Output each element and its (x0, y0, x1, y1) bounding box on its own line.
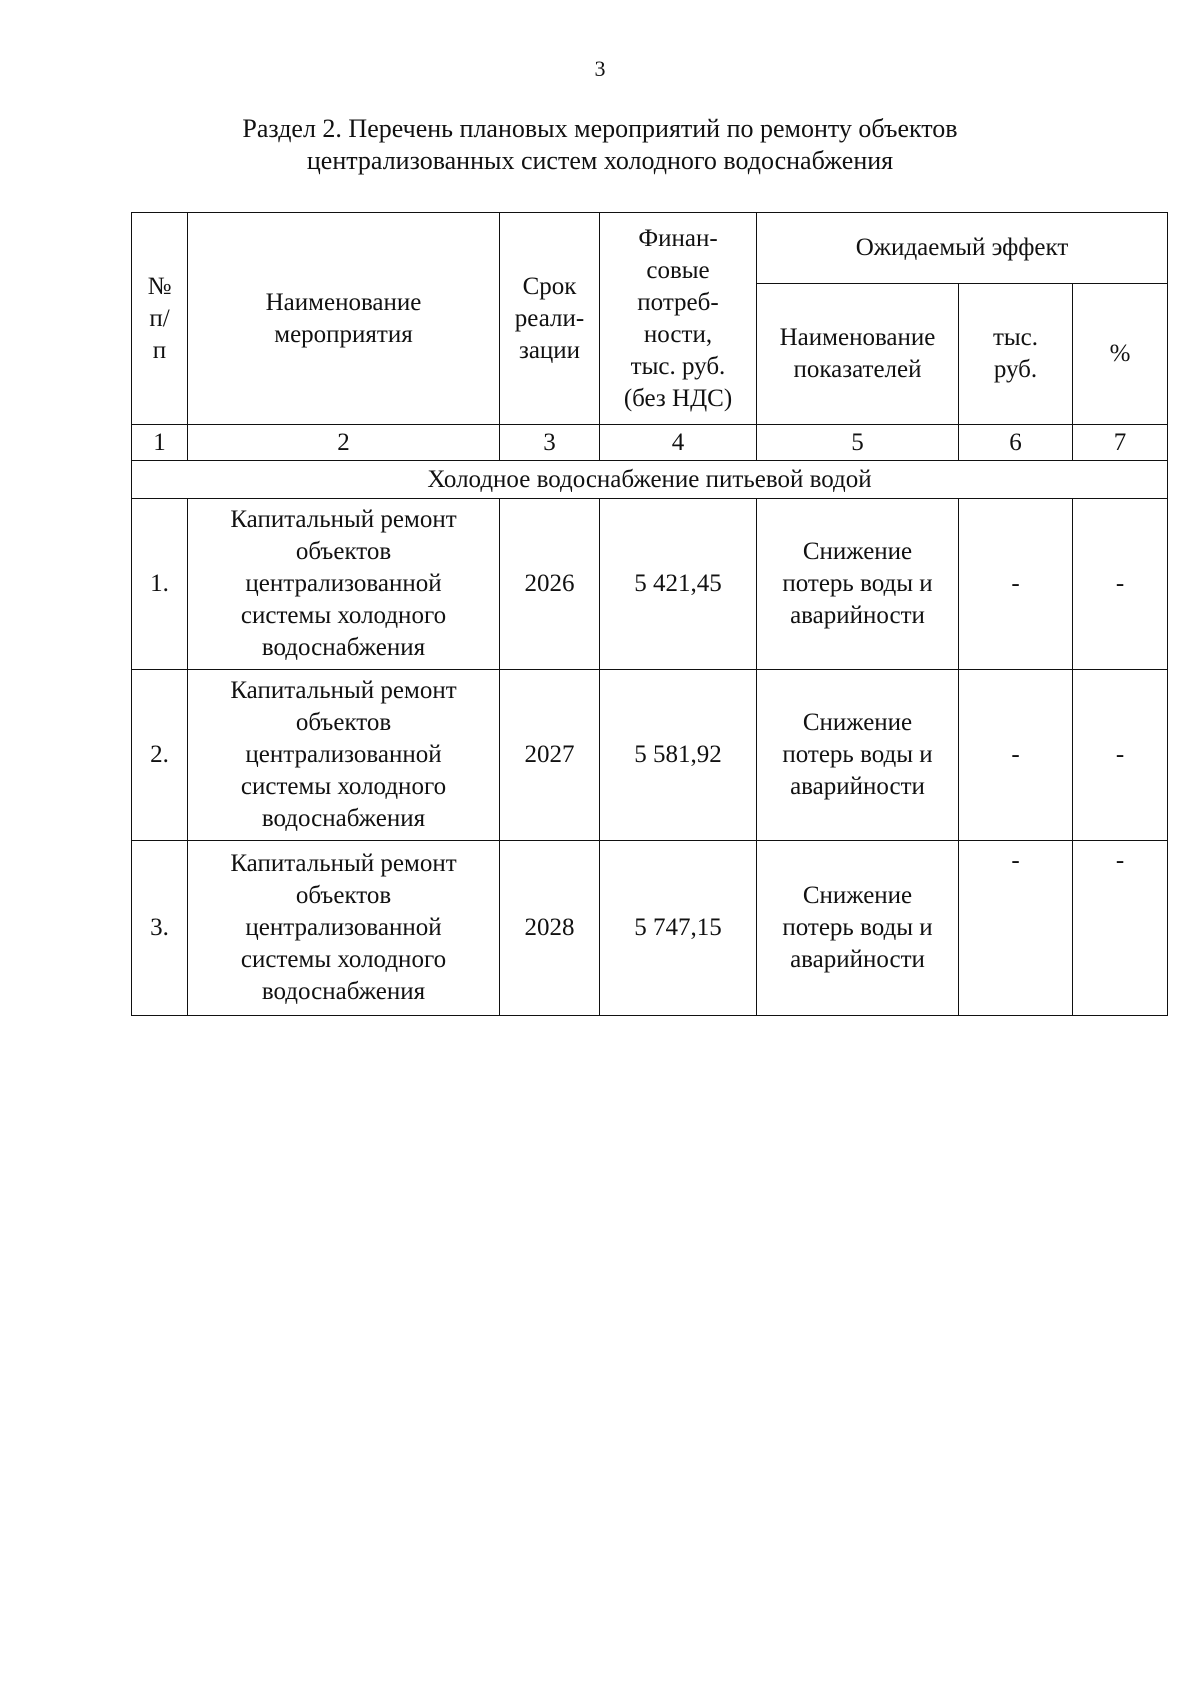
row-indicator: Снижение потерь воды и аварийности (757, 499, 959, 670)
row-name: Капитальный ремонт объектов централизованной системы холодного водоснабжения (188, 841, 500, 1016)
row-thousand-rub: - (959, 670, 1073, 841)
row-year: 2028 (500, 841, 600, 1016)
title-line-2: централизованных систем холодного водоснабжения (306, 146, 894, 175)
row-year: 2027 (500, 670, 600, 841)
row-indicator: Снижение потерь воды и аварийности (757, 841, 959, 1016)
row-year: 2026 (500, 499, 600, 670)
table-row (132, 499, 1168, 670)
table-row (132, 841, 1168, 1016)
row-name: Капитальный ремонт объектов централизованной системы холодного водоснабжения (188, 499, 500, 670)
measures-table (131, 212, 1168, 1016)
header-indicators: Наименование показателей (757, 284, 959, 425)
column-numbers-row (132, 425, 1168, 461)
column-number: 5 (757, 425, 959, 461)
row-amount: 5 747,15 (600, 841, 757, 1016)
column-number: 7 (1073, 425, 1168, 461)
row-indicator: Снижение потерь воды и аварийности (757, 670, 959, 841)
column-number: 4 (600, 425, 757, 461)
header-term: Срок реали- зации (500, 213, 600, 425)
table-row (132, 670, 1168, 841)
column-number: 2 (188, 425, 500, 461)
page-number: 3 (594, 56, 606, 81)
row-percent: - (1073, 670, 1168, 841)
row-amount: 5 421,45 (600, 499, 757, 670)
section-title: Холодное водоснабжение питьевой водой (132, 461, 1168, 499)
header-no: № п/ п (132, 213, 188, 425)
row-name: Капитальный ремонт объектов централизованной системы холодного водоснабжения (188, 670, 500, 841)
section-row (132, 461, 1168, 499)
column-number: 1 (132, 425, 188, 461)
row-percent: - (1073, 841, 1168, 1016)
row-no: 3. (132, 841, 188, 1016)
row-thousand-rub: - (959, 841, 1073, 1016)
column-number: 3 (500, 425, 600, 461)
row-amount: 5 581,92 (600, 670, 757, 841)
header-finance: Финан- совые потреб- ности, тыс. руб. (без НДС) (600, 213, 757, 425)
header-name: Наименование мероприятия (188, 213, 500, 425)
row-no: 1. (132, 499, 188, 670)
column-number: 6 (959, 425, 1073, 461)
header-effect: Ожидаемый эффект (757, 213, 1168, 284)
row-percent: - (1073, 499, 1168, 670)
title-line-1: Раздел 2. Перечень плановых мероприятий по ремонту объектов (242, 114, 958, 143)
row-thousand-rub: - (959, 499, 1073, 670)
header-percent: % (1073, 284, 1168, 425)
page-title (180, 113, 1020, 177)
header-thousand-rub: тыс. руб. (959, 284, 1073, 425)
row-no: 2. (132, 670, 188, 841)
